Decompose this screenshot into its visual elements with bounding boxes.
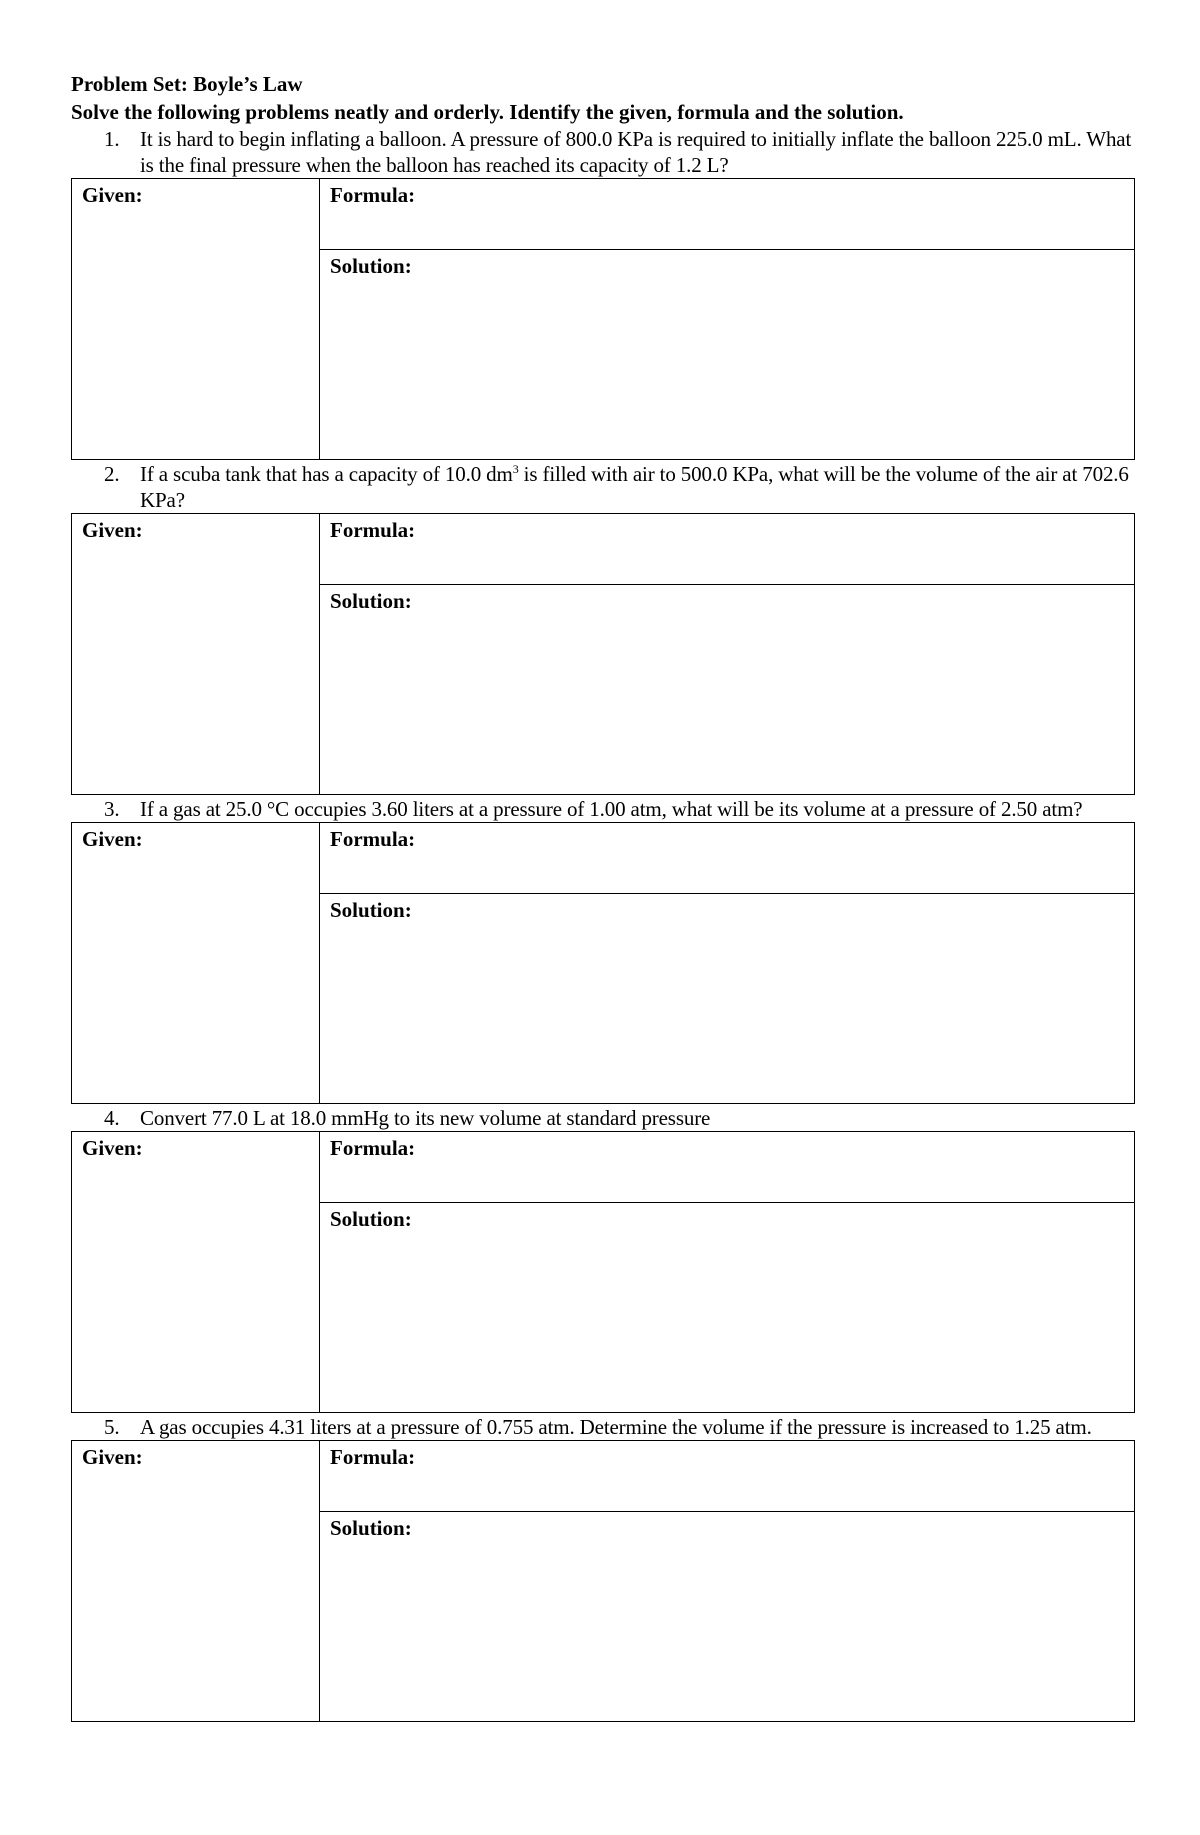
problem-text-part-2: is filled with air to 500.0 KPa, what will be the volume of the air at 702.6 KPa? [140, 462, 1129, 512]
problem-text-part-1: If a scuba tank that has a capacity of 10.0 dm [140, 462, 513, 486]
formula-label: Formula: [330, 518, 416, 542]
problem-2-answer-table [71, 513, 1135, 795]
formula-cell[interactable] [320, 1441, 1134, 1512]
problem-2-statement [71, 461, 1136, 513]
problem-text: It is hard to begin inflating a balloon. A pressure of 800.0 KPa is required to initially inflate the balloon 225.0 mL. What is the final pressure when the balloon has reached its capacity of 1.2 L? [140, 127, 1132, 177]
work-column [320, 823, 1134, 1103]
problem-text: A gas occupies 4.31 liters at a pressure of 0.755 atm. Determine the volume if the pressure is increased to 1.25 atm. [140, 1415, 1092, 1439]
problem-number: 4. [104, 1106, 120, 1130]
solution-label: Solution: [330, 898, 412, 922]
formula-label: Formula: [330, 827, 416, 851]
work-column [320, 1441, 1134, 1721]
problem-number: 3. [104, 797, 120, 821]
formula-cell[interactable] [320, 823, 1134, 894]
solution-cell[interactable] [320, 1203, 1134, 1412]
given-label: Given: [82, 827, 143, 851]
formula-label: Formula: [330, 183, 416, 207]
solution-label: Solution: [330, 254, 412, 278]
problem-text: If a gas at 25.0 °C occupies 3.60 liters at a pressure of 1.00 atm, what will be its volume at a pressure of 2.50 atm? [140, 797, 1083, 821]
problem-text: Convert 77.0 L at 18.0 mmHg to its new volume at standard pressure [140, 1106, 711, 1130]
problem-4-statement [71, 1105, 1136, 1131]
solution-label: Solution: [330, 589, 412, 613]
formula-cell[interactable] [320, 514, 1134, 585]
problem-number: 5. [104, 1415, 120, 1439]
given-label: Given: [82, 518, 143, 542]
formula-label: Formula: [330, 1445, 416, 1469]
given-label: Given: [82, 1445, 143, 1469]
problem-1-answer-table [71, 178, 1135, 460]
problem-5-answer-table [71, 1440, 1135, 1722]
problem-3-statement [71, 796, 1136, 822]
solution-cell[interactable] [320, 1512, 1134, 1721]
given-label: Given: [82, 183, 143, 207]
problem-number: 1. [104, 127, 120, 151]
worksheet-instructions: Solve the following problems neatly and orderly. Identify the given, formula and the solution. [71, 100, 904, 124]
problem-5-statement [71, 1414, 1136, 1440]
worksheet-title: Problem Set: Boyle’s Law [71, 72, 303, 96]
problem-number: 2. [104, 462, 120, 486]
solution-label: Solution: [330, 1516, 412, 1540]
formula-label: Formula: [330, 1136, 416, 1160]
problem-3-answer-table [71, 822, 1135, 1104]
formula-cell[interactable] [320, 179, 1134, 250]
work-column [320, 514, 1134, 794]
solution-cell[interactable] [320, 250, 1134, 459]
problem-4-answer-table [71, 1131, 1135, 1413]
formula-cell[interactable] [320, 1132, 1134, 1203]
work-column [320, 1132, 1134, 1412]
superscript-exponent: 3 [512, 462, 519, 476]
given-cell[interactable] [72, 514, 320, 794]
solution-cell[interactable] [320, 585, 1134, 794]
given-cell[interactable] [72, 823, 320, 1103]
given-cell[interactable] [72, 179, 320, 459]
solution-label: Solution: [330, 1207, 412, 1231]
given-cell[interactable] [72, 1132, 320, 1412]
solution-cell[interactable] [320, 894, 1134, 1103]
given-label: Given: [82, 1136, 143, 1160]
work-column [320, 179, 1134, 459]
given-cell[interactable] [72, 1441, 320, 1721]
worksheet-page [71, 70, 1136, 1723]
problem-1-statement [71, 126, 1136, 178]
